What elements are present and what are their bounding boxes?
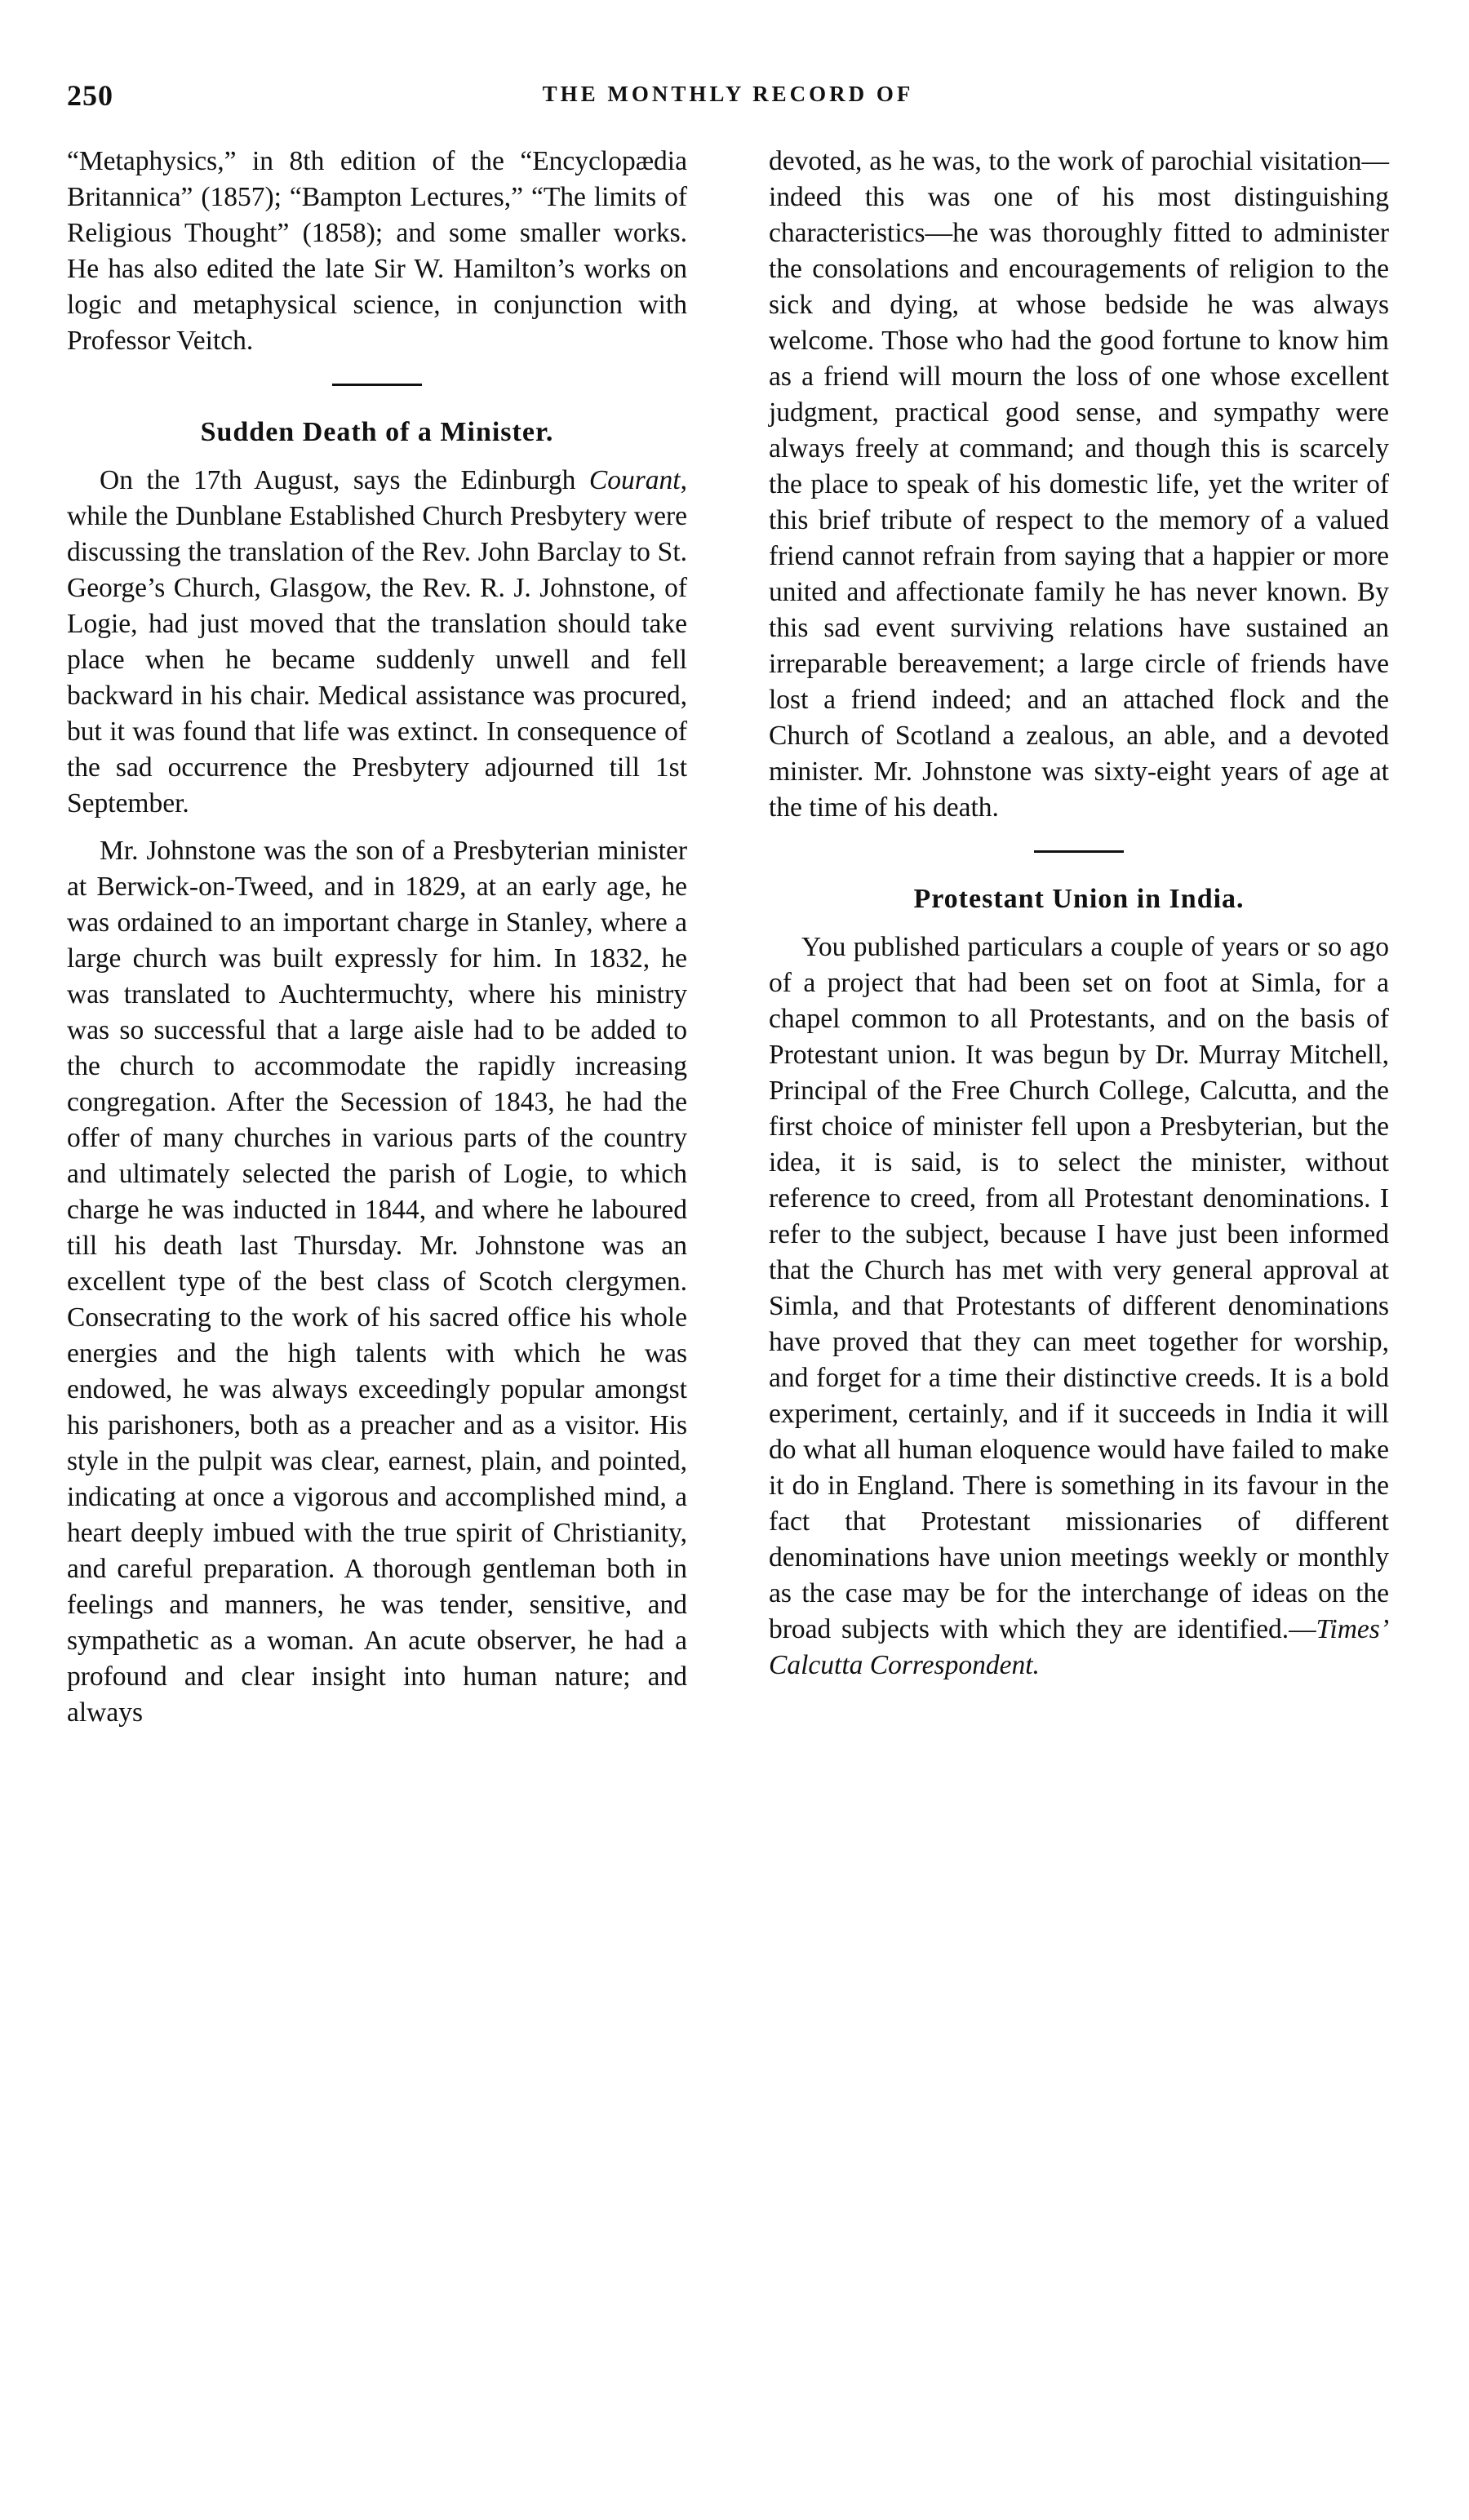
article-heading-protestant-union: Protestant Union in India. — [913, 884, 1245, 914]
newspaper-title: Courant — [588, 465, 681, 495]
continued-paragraph: “Metaphysics,” in 8th edition of the “Encyclopædia Britannica” (1857); “Bampton Lectures,” “The limits of Religious Thought” (1858); and some smaller works. He has also edited the late Sir W. Hamilton’s works on logic and metaphysical science, in conjunction with Professor Veitch. — [67, 146, 687, 356]
continued-paragraph: devoted, as he was, to the work of parochial visitation—indeed this was one of his most distinguishing characteristics—he was thoroughly fitted to administer the consolations and encouragements of religion to the sick and dying, at whose bedside he was always welcome. Those who had the good fortune to know him as a friend will mourn the loss of one whose excellent judgment, practical good sense, and sympathy were always freely at command; and though this is scarcely the place to speak of his domestic life, yet the writer of this brief tribute of respect to the memory of a valued friend cannot refrain from saying that a happier or more united and affectionate family he has never known. By this sad event surviving relations have sustained an irreparable bereavement; a large circle of friends have lost a friend indeed; and an attached flock and the Church of Scotland a zealous, an able, and a devoted minister. Mr. Johnstone was sixty-eight years of age at the time of his death. — [769, 146, 1389, 823]
left-column — [67, 144, 687, 1742]
section-divider — [1034, 850, 1124, 853]
paragraph-text: You published particulars a couple of years or so ago of a project that had been set on foot at Simla, for a chapel common to all Protestants, and on the basis of Protestant union. It was begun by Dr. Murray Mitchell, Principal of the Free Church College, Calcutta, and the first choice of minister fell upon a Presbyterian, but the idea, it is said, is to select the minister, without reference to creed, from all Protestant denominations. I refer to the subject, because I have just been informed that the Church has met with very general approval at Simla, and that Protestants of different denominations have proved that they can meet together for worship, and forget for a time their distinctive creeds. It is a bold experiment, certainly, and if it succeeds in India it will do what all human eloquence would have failed to make it do in England. There is something in its favour in the fact that Protestant missionaries of different denominations have union meetings weekly or monthly as the case may be for the interchange of ideas on the broad subjects with which they are identified.— — [769, 932, 1389, 1644]
source-attribution: Times’ Calcutta Correspondent. — [769, 1614, 1389, 1680]
section-divider — [332, 384, 422, 386]
page-number: 250 — [67, 79, 113, 112]
paragraph-text: On the 17th August, says the Edinburgh — [100, 465, 589, 495]
article-heading-sudden-death: Sudden Death of a Minister. — [200, 417, 554, 447]
running-head — [67, 78, 1389, 127]
running-title: THE MONTHLY RECORD OF — [542, 82, 914, 106]
article-paragraph — [769, 929, 1389, 1684]
two-column-body — [67, 144, 1389, 1742]
article-paragraph: Mr. Johnstone was the son of a Presbyterian minister at Berwick-on-Tweed, and in 1829, at an early age, he was ordained to an important charge in Stanley, where a large church was built expressly for him. In 1832, he was translated to Auchtermuchty, where his ministry was so successful that a large aisle had to be added to the church to accommodate the rapidly increasing congregation. After the Secession of 1843, he had the offer of many churches in various parts of the country and ultimately selected the parish of Logie, to which charge he was inducted in 1844, and where he laboured till his death last Thursday. Mr. Johnstone was an excellent type of the best class of Scotch clergymen. Consecrating to the work of his sacred office his whole energies and the high talents with which he was endowed, he was always exceedingly popular amongst his parishoners, both as a preacher and as a visitor. His style in the pulpit was clear, earnest, plain, and pointed, indicating at once a vigorous and accomplished mind, a heart deeply imbued with the true spirit of Christianity, and careful preparation. A thorough gentleman both in feelings and manners, he was tender, sensitive, and sympathetic as a woman. An acute observer, he had a profound and clear insight into human nature; and always — [67, 836, 687, 1728]
article-paragraph — [67, 463, 687, 822]
right-column — [769, 144, 1389, 1742]
paragraph-text: , while the Dunblane Established Church Presbytery were discussing the translation of the Rev. John Barclay to St. George’s Church, Glasgow, the Rev. R. J. Johnstone, of Logie, had just moved that the translation should take place when he became suddenly unwell and fell backward in his chair. Medical assistance was procured, but it was found that life was extinct. In consequence of the sad occurrence the Presbytery adjourned till 1st September. — [67, 465, 687, 819]
page — [67, 78, 1389, 1742]
